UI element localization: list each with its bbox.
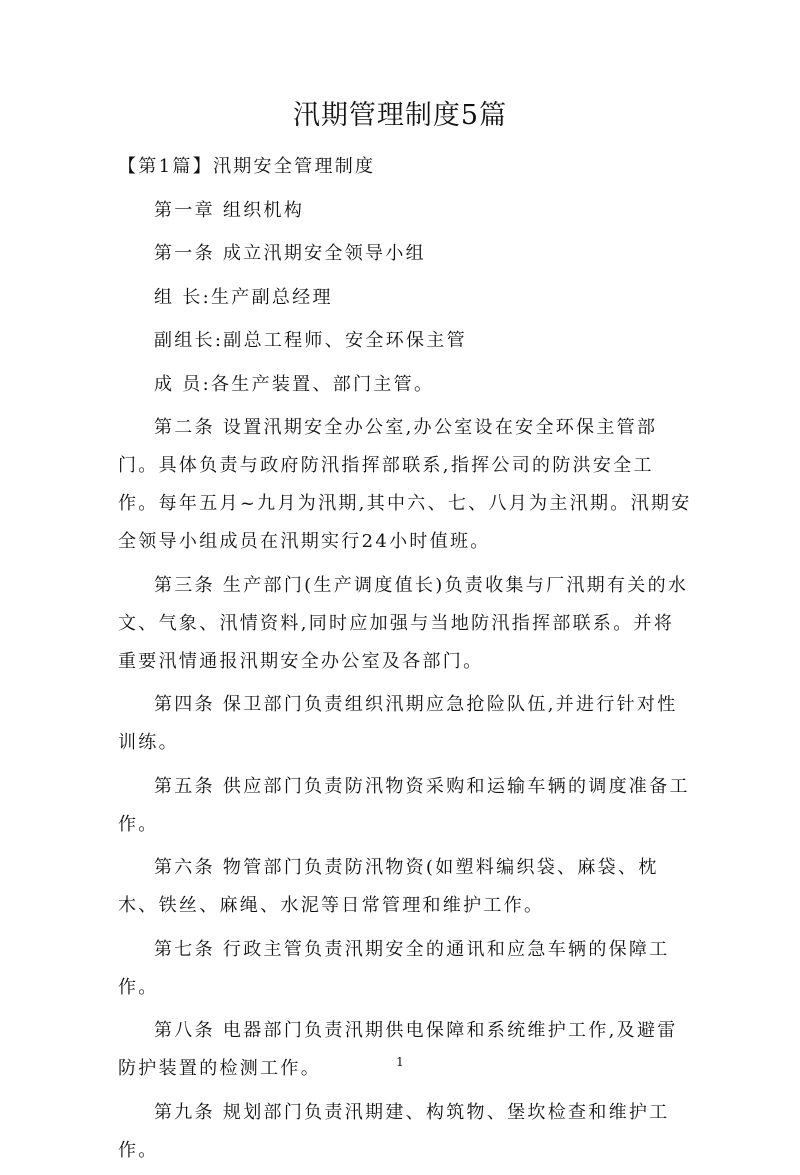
- article-paragraph: 第五条 供应部门负责防汛物资采购和运输车辆的调度准备工作。: [118, 775, 690, 835]
- article-paragraph: 副组长:副总工程师、安全环保主管: [154, 330, 467, 351]
- page-number: 1: [396, 1055, 404, 1069]
- article-paragraph: 第七条 行政主管负责汛期安全的通讯和应急车辆的保障工作。: [118, 938, 670, 998]
- article-paragraph: 成 员:各生产装置、部门主管。: [154, 373, 435, 395]
- article-paragraph: 第二条 设置汛期安全办公室,办公室设在安全环保主管部门。具体负责与政府防汛指挥部联系,指挥公司的防洪安全工作。每年五月~九月为汛期,其中六、七、八月为主汛期。汛期安全领导小组成员在汛期实行24小时值班。: [118, 417, 692, 552]
- article-paragraph: 第八条 电器部门负责汛期供电保障和系统维护工作,及避雷防护装置的检测工作。: [118, 1020, 678, 1079]
- document-body: [118, 148, 693, 1175]
- article-paragraph: 第四条 保卫部门负责组织汛期应急抢险队伍,并进行针对性训练。: [118, 694, 678, 753]
- article-paragraph: 组 长:生产副总经理: [154, 286, 333, 308]
- section-heading: 【第1篇】汛期安全管理制度: [118, 156, 376, 177]
- article-paragraph: 第九条 规划部门负责汛期建、构筑物、堡坎检查和维护工作。: [118, 1101, 670, 1161]
- article-paragraph: 第一条 成立汛期安全领导小组: [154, 243, 426, 264]
- chapter-heading: 第一章 组织机构: [154, 199, 305, 221]
- article-paragraph: 第三条 生产部门(生产调度值长)负责收集与厂汛期有关的水文、气象、汛情资料,同时应加强与当地防汛指挥部联系。并将重要汛情通报汛期安全办公室及各部门。: [118, 574, 689, 672]
- document-title: 汛期管理制度5篇: [292, 100, 508, 131]
- article-paragraph: 第六条 物管部门负责防汛物资(如塑料编织袋、麻袋、枕木、铁丝、麻绳、水泥等日常管理和维护工作。: [118, 857, 659, 916]
